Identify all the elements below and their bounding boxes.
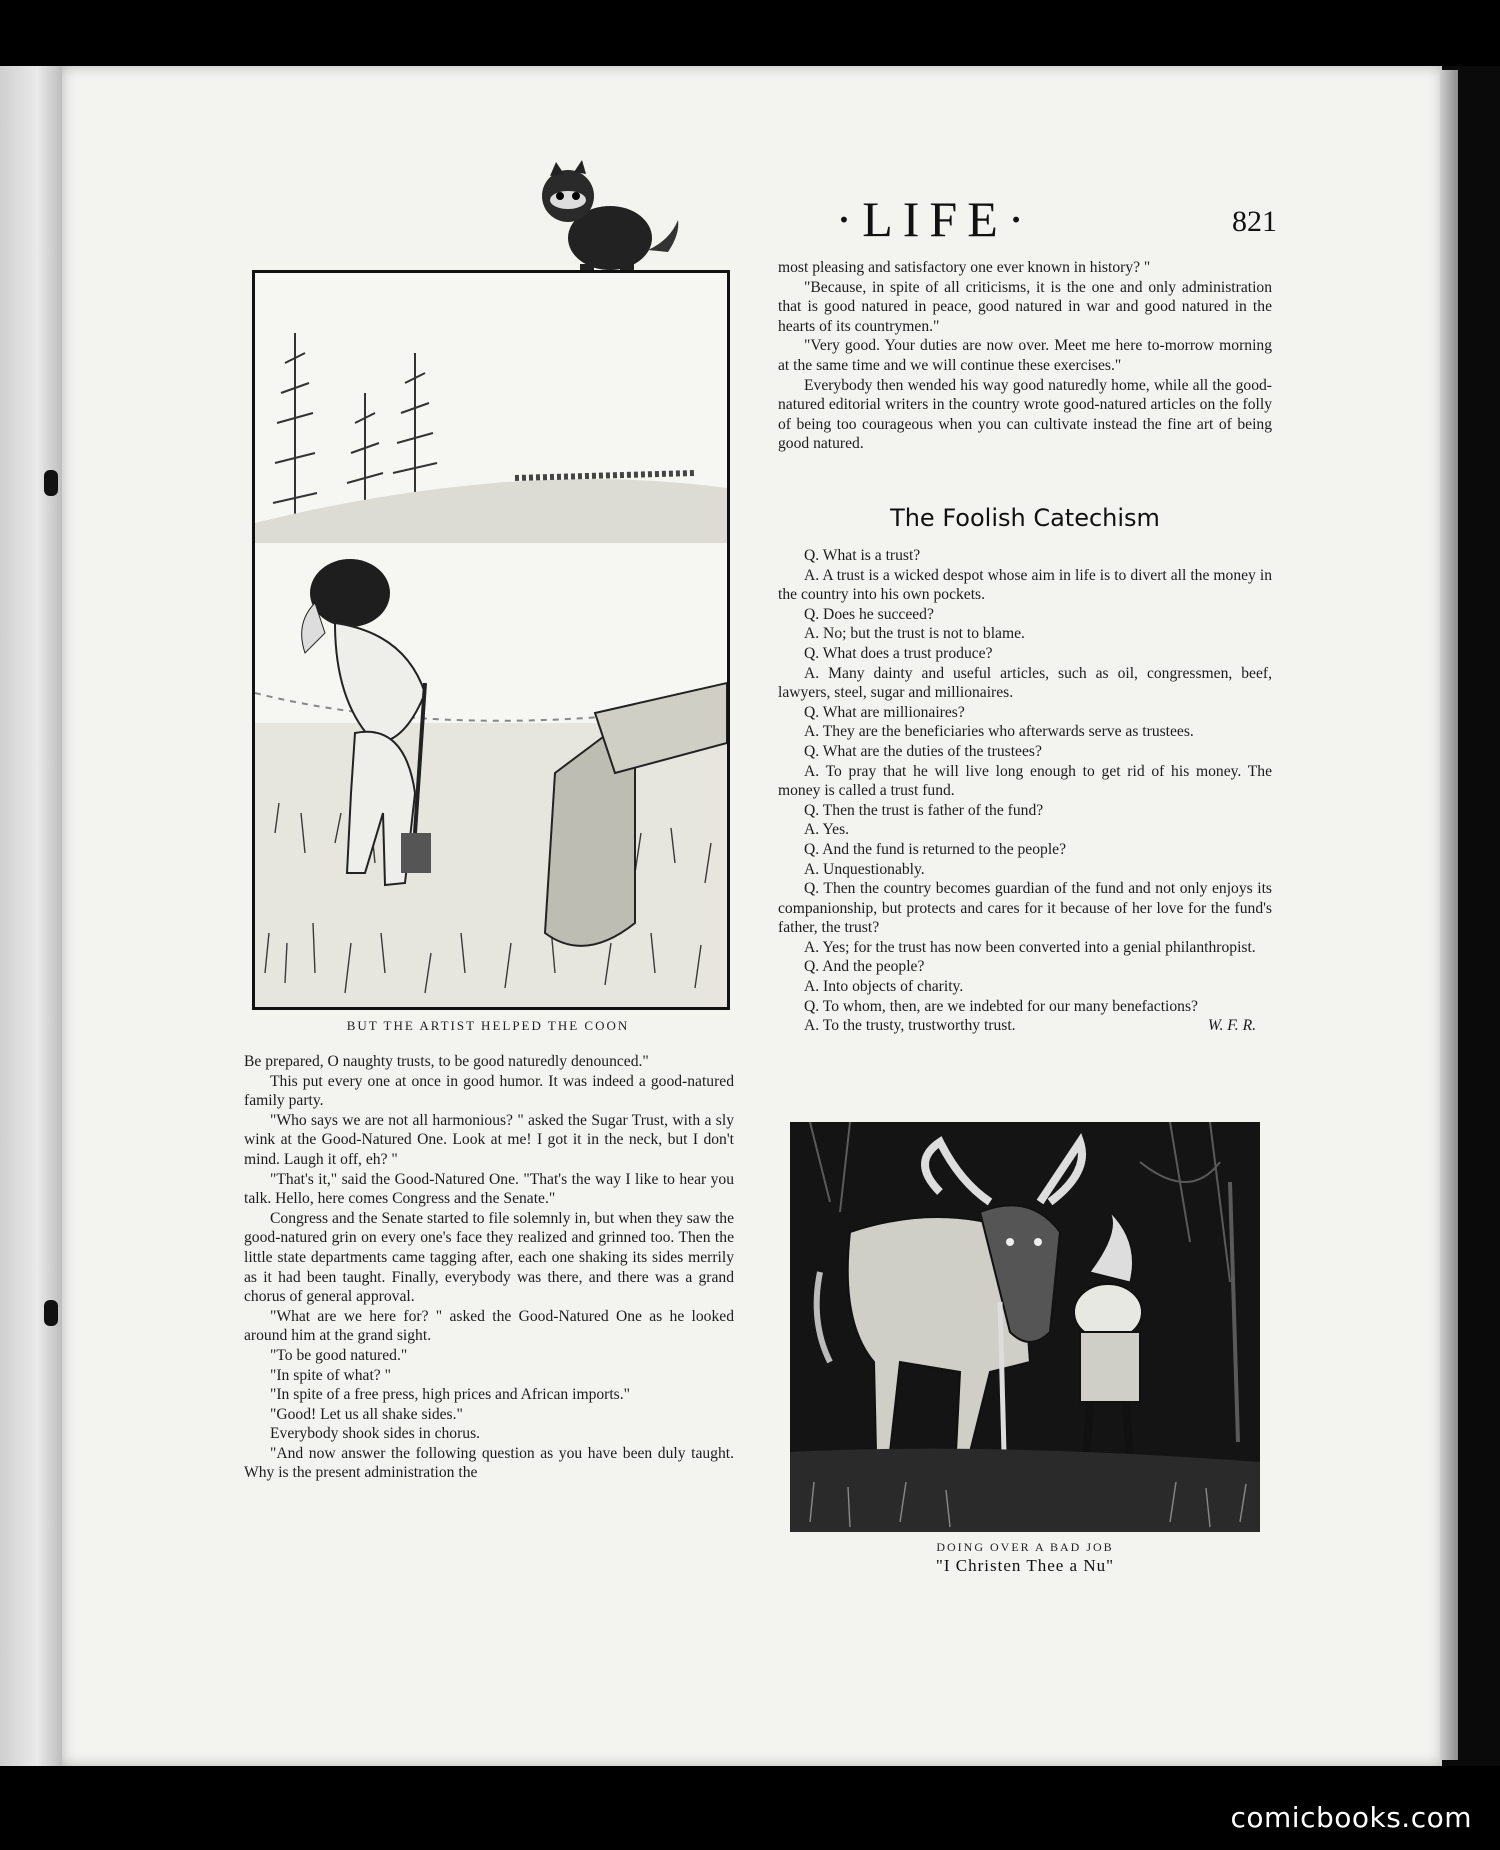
paragraph: "Who says we are not all harmonious? " asked the Sugar Trust, with a sly wink at the Good-Natured One. Look at me! I got it in the neck, but I don't mind. Laugh it off, eh? " [244, 1111, 734, 1168]
illustration-caption-quote: "I Christen Thee a Nu" [935, 1556, 1115, 1575]
catechism-line [778, 1016, 1272, 1036]
paragraph: Congress and the Senate started to file solemnly in, but when they saw the good-natured grin on every one's face they realized and grinned too. Then the little state departments came tagging after, each one shaking its sides merrily as it had been taught. Finally, everybody was there, and there was a grand chorus of general approval. [244, 1209, 734, 1306]
paragraph: "Very good. Your duties are now over. Meet me here to-morrow morning at the same time and we will continue these exercises." [778, 337, 1272, 374]
cartoon-illustration-gnu [790, 1122, 1260, 1532]
catechism-line: A. A trust is a wicked despot whose aim in life is to divert all the money in the country into his own pockets. [778, 566, 1272, 604]
raccoon-icon [520, 160, 680, 280]
catechism-line: Q. Does he succeed? [804, 605, 934, 623]
facing-page-edge [0, 66, 62, 1766]
illustration-caption: BUT THE ARTIST HELPED THE COON [346, 1018, 630, 1033]
paragraph: This put every one at once in good humor. It was indeed a good-natured family party. [244, 1072, 734, 1110]
section-title: The Foolish Catechism [890, 504, 1160, 532]
catechism-line: Q. Then the trust is father of the fund? [804, 801, 1044, 819]
paragraph: "In spite of what? " [270, 1366, 391, 1384]
paragraph: Everybody then wended his way good naturedly home, while all the good-natured editorial writers in the country wrote good-natured articles on the folly of being too courageous when you can cultivate instead the fine art of being good natured. [778, 376, 1272, 453]
page-edge [1440, 70, 1458, 1760]
catechism-line: Q. And the fund is returned to the people? [804, 840, 1066, 858]
paragraph: "To be good natured." [270, 1346, 408, 1364]
catechism-text [778, 546, 1272, 1036]
catechism-line: Q. What does a trust produce? [804, 644, 993, 662]
catechism-line: A. They are the beneficiaries who afterwards serve as trustees. [804, 723, 1194, 741]
cartoon-illustration-coon [252, 270, 730, 1010]
paragraph: Everybody shook sides in chorus. [270, 1425, 481, 1443]
catechism-line: A. Unquestionably. [804, 860, 925, 878]
catechism-line: Q. What is a trust? [804, 547, 921, 564]
masthead-title: ·LIFE· [835, 191, 1035, 247]
catechism-line: Q. What are the duties of the trustees? [804, 742, 1042, 760]
catechism-line: A. No; but the trust is not to blame. [804, 625, 1025, 643]
catechism-line: Q. To whom, then, are we indebted for our many benefactions? [804, 997, 1198, 1015]
illustration-caption-title: DOING OVER A BAD JOB [936, 1540, 1114, 1554]
catechism-line: Q. What are millionaires? [804, 703, 965, 721]
paragraph: "Good! Let us all shake sides." [270, 1405, 463, 1423]
catechism-line: A. Yes; for the trust has now been converted into a genial philanthropist. [804, 938, 1256, 956]
paragraph: "In spite of a free press, high prices and African imports." [270, 1386, 631, 1404]
paragraph: Be prepared, O naughty trusts, to be good naturedly denounced." [244, 1053, 649, 1070]
catechism-line: A. Many dainty and useful articles, such as oil, congressmen, beef, lawyers, steel, sugar and millionaires. [778, 664, 1272, 702]
paragraph: "What are we here for? " asked the Good-Natured One as he looked around him at the grand sight. [244, 1307, 734, 1345]
catechism-line: A. To pray that he will live long enough to get rid of his money. The money is called a trust fund. [778, 762, 1272, 800]
catechism-line: Q. Then the country becomes guardian of the fund and not only enjoys its companionship, but protects and cares for it because of her love for the fund's father, the trust? [778, 880, 1272, 937]
paragraph: "That's it," said the Good-Natured One. "That's the way I like to hear you talk. Hello, here comes Congress and the Senate." [244, 1170, 734, 1208]
author-signature: W. F. R. [1207, 1017, 1256, 1035]
catechism-line: Q. And the people? [804, 958, 925, 976]
paragraph: most pleasing and satisfactory one ever known in history? " [778, 259, 1151, 276]
catechism-line: A. Into objects of charity. [804, 978, 964, 996]
page-number: 821 [1232, 205, 1277, 238]
watermark: comicbooks.com [1230, 1801, 1472, 1834]
right-column-text [778, 258, 1272, 454]
paragraph: "And now answer the following question as you have been duly taught. Why is the present administration the [244, 1444, 734, 1482]
catechism-last-answer: A. To the trusty, trustworthy trust. [804, 1017, 1016, 1035]
paragraph: "Because, in spite of all criticisms, it is the one and only administration that is good natured in peace, good natured in war and good natured in the hearts of its countrymen." [778, 278, 1272, 335]
left-column-text [244, 1052, 734, 1483]
catechism-line: A. Yes. [804, 821, 850, 839]
